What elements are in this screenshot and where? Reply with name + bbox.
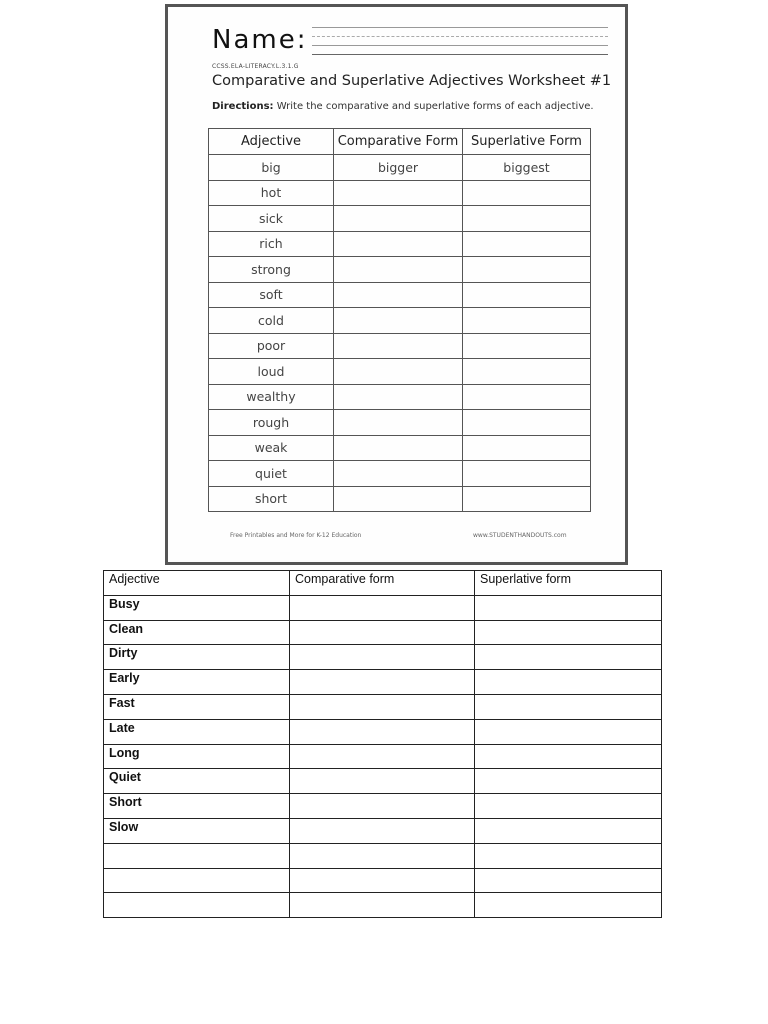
adjective-cell: Clean <box>104 620 290 645</box>
worksheet-row <box>209 461 591 487</box>
worksheet-row <box>209 180 591 206</box>
name-line <box>212 23 608 59</box>
worksheet-header-row <box>209 129 591 155</box>
comparative-cell <box>290 620 475 645</box>
comparative-cell <box>334 180 463 206</box>
adjective-cell: wealthy <box>209 384 334 410</box>
footer-tagline: Free Printables and More for K-12 Education <box>230 532 362 539</box>
exercise-header-comparative: Comparative form <box>290 571 475 596</box>
superlative-cell <box>475 893 662 918</box>
comparative-cell <box>334 461 463 487</box>
comparative-cell <box>334 486 463 512</box>
comparative-cell <box>290 893 475 918</box>
adjective-cell: Busy <box>104 595 290 620</box>
superlative-cell <box>475 818 662 843</box>
adjective-cell: Short <box>104 794 290 819</box>
adjective-cell: Dirty <box>104 645 290 670</box>
adjective-cell: Long <box>104 744 290 769</box>
adjective-cell: quiet <box>209 461 334 487</box>
comparative-cell <box>334 257 463 283</box>
comparative-cell <box>334 384 463 410</box>
superlative-cell <box>463 308 591 334</box>
standard-code: CCSS.ELA-LITERACY.L.3.1.G <box>212 63 299 70</box>
worksheet-row <box>209 308 591 334</box>
adjective-cell: soft <box>209 282 334 308</box>
exercise-row <box>104 818 662 843</box>
exercise-row <box>104 843 662 868</box>
worksheet-row <box>209 435 591 461</box>
adjective-cell: Late <box>104 719 290 744</box>
exercise-row <box>104 868 662 893</box>
exercise-row <box>104 744 662 769</box>
adjective-cell <box>104 868 290 893</box>
adjective-cell: hot <box>209 180 334 206</box>
adjective-cell: poor <box>209 333 334 359</box>
comparative-cell <box>334 359 463 385</box>
worksheet-row <box>209 206 591 232</box>
worksheet-row <box>209 410 591 436</box>
superlative-cell <box>475 645 662 670</box>
superlative-cell <box>463 180 591 206</box>
directions <box>212 101 594 112</box>
superlative-cell <box>463 461 591 487</box>
exercise-header-row <box>104 571 662 596</box>
comparative-cell <box>334 435 463 461</box>
comparative-cell <box>334 410 463 436</box>
comparative-cell <box>334 333 463 359</box>
exercise-row <box>104 719 662 744</box>
exercise-row <box>104 645 662 670</box>
adjective-cell: loud <box>209 359 334 385</box>
exercise-row <box>104 670 662 695</box>
adjective-cell: Fast <box>104 694 290 719</box>
exercise-header-adjective: Adjective <box>104 571 290 596</box>
exercise-row <box>104 794 662 819</box>
exercise-table <box>103 570 662 918</box>
comparative-cell <box>334 308 463 334</box>
worksheet-title: Comparative and Superlative Adjectives Worksheet #1 <box>212 73 612 89</box>
worksheet-row <box>209 257 591 283</box>
worksheet-row <box>209 333 591 359</box>
adjective-cell: short <box>209 486 334 512</box>
superlative-cell <box>475 670 662 695</box>
superlative-cell <box>463 435 591 461</box>
comparative-cell <box>290 595 475 620</box>
comparative-cell <box>290 645 475 670</box>
worksheet-row <box>209 231 591 257</box>
exercise-row <box>104 893 662 918</box>
superlative-cell <box>475 744 662 769</box>
superlative-cell <box>463 486 591 512</box>
directions-lead: Directions: <box>212 101 274 112</box>
comparative-cell <box>290 744 475 769</box>
adjective-cell: big <box>209 155 334 181</box>
comparative-cell <box>290 670 475 695</box>
superlative-cell <box>463 282 591 308</box>
worksheet-table <box>208 128 591 512</box>
worksheet-row <box>209 359 591 385</box>
worksheet-row <box>209 155 591 181</box>
adjective-cell: rough <box>209 410 334 436</box>
exercise-header-superlative: Superlative form <box>475 571 662 596</box>
adjective-cell <box>104 893 290 918</box>
header-superlative: Superlative Form <box>463 129 591 155</box>
adjective-cell: Quiet <box>104 769 290 794</box>
superlative-cell <box>475 719 662 744</box>
superlative-cell <box>475 868 662 893</box>
superlative-cell <box>463 359 591 385</box>
header-comparative: Comparative Form <box>334 129 463 155</box>
superlative-cell <box>463 410 591 436</box>
superlative-cell <box>463 384 591 410</box>
adjective-cell <box>104 843 290 868</box>
superlative-cell <box>475 694 662 719</box>
worksheet-row <box>209 486 591 512</box>
superlative-cell <box>475 769 662 794</box>
superlative-cell <box>475 595 662 620</box>
comparative-cell <box>290 769 475 794</box>
superlative-cell <box>475 843 662 868</box>
exercise-row <box>104 595 662 620</box>
superlative-cell <box>475 620 662 645</box>
comparative-cell: bigger <box>334 155 463 181</box>
superlative-cell <box>463 333 591 359</box>
footer-website: www.STUDENTHANDOUTS.com <box>473 532 567 539</box>
comparative-cell <box>334 206 463 232</box>
superlative-cell: biggest <box>463 155 591 181</box>
adjective-cell: Slow <box>104 818 290 843</box>
comparative-cell <box>334 282 463 308</box>
comparative-cell <box>290 719 475 744</box>
exercise-row <box>104 620 662 645</box>
adjective-cell: strong <box>209 257 334 283</box>
comparative-cell <box>290 818 475 843</box>
exercise-row <box>104 769 662 794</box>
handwriting-lines <box>312 27 608 55</box>
adjective-cell: cold <box>209 308 334 334</box>
comparative-cell <box>290 694 475 719</box>
name-label: Name: <box>212 25 308 55</box>
adjective-cell: weak <box>209 435 334 461</box>
adjective-cell: Early <box>104 670 290 695</box>
comparative-cell <box>334 231 463 257</box>
header-adjective: Adjective <box>209 129 334 155</box>
directions-text: Write the comparative and superlative forms of each adjective. <box>273 101 594 112</box>
worksheet-row <box>209 282 591 308</box>
superlative-cell <box>463 206 591 232</box>
superlative-cell <box>463 231 591 257</box>
worksheet-image <box>165 4 628 565</box>
comparative-cell <box>290 843 475 868</box>
adjective-cell: rich <box>209 231 334 257</box>
superlative-cell <box>475 794 662 819</box>
adjective-cell: sick <box>209 206 334 232</box>
comparative-cell <box>290 868 475 893</box>
worksheet-row <box>209 384 591 410</box>
exercise-row <box>104 694 662 719</box>
comparative-cell <box>290 794 475 819</box>
superlative-cell <box>463 257 591 283</box>
